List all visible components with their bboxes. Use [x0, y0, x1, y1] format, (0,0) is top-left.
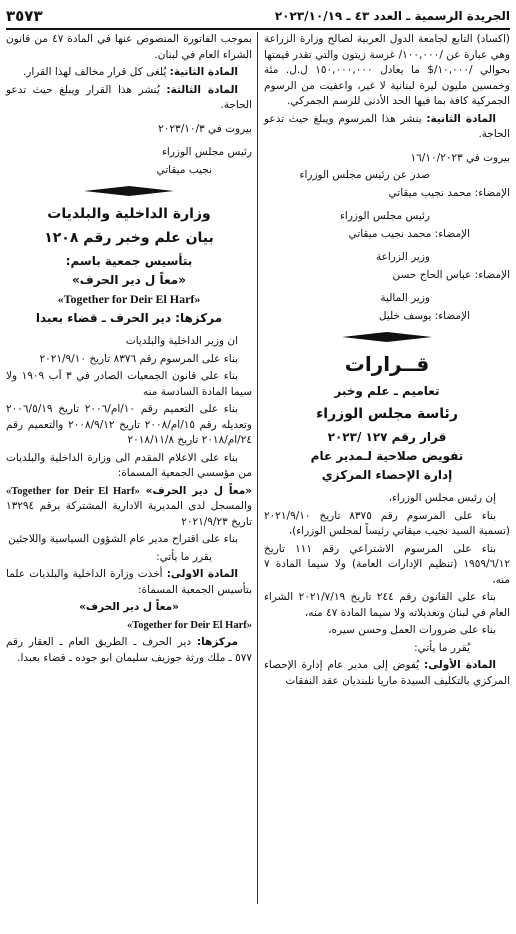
association-founding: بتأسيس جمعية باسم: — [65, 254, 193, 268]
delegation-title: إدارة الإحصاء المركزي — [321, 468, 453, 482]
section-ornament — [6, 186, 252, 196]
right-column — [264, 32, 510, 691]
article-text: ينشر هذا المرسوم ويبلغ حيث تدعو الحاجة. — [264, 112, 510, 140]
article-text: يُنشر هذا القرار ويبلغ حيث تدعو الحاجة. — [6, 83, 252, 111]
decree-article-2 — [264, 112, 510, 143]
signature-line: الإمضاء: محمد نجيب ميقاتي — [388, 186, 510, 199]
columns — [6, 32, 510, 934]
preamble: بناء على قانون الجمعيات الصادر في ٣ آب ١٩٠٩ ولا سيما المادة السادسة منه — [6, 370, 252, 398]
association-name-ar: «معاً ل دير الحرف» — [72, 273, 186, 287]
decision-number: قرار رقم ١٢٧ /٢٠٢٣ — [327, 430, 447, 444]
ministry-title: وزارة الداخلية والبلديات — [47, 206, 211, 222]
page-number: ٣٥٧٣ — [6, 7, 43, 25]
association-hq-article — [6, 635, 252, 666]
decision-article-3 — [6, 83, 252, 114]
article-label: المادة الثالثة: — [166, 83, 238, 96]
preamble: بناء على التعميم رقم ١٠/ام/٢٠٠٦ تاريخ ٢٠٠٦/٥/١٩ وتعديله رقم ١٥/ام/٢٠٠٨ تاريخ ٢٠٠٨/٩/١٢ والتعميم رقم ٢٤/ام/٢٠١٨ تاريخ ٢٠١٨/١١/٨ — [6, 403, 252, 446]
decision-continuation: بموجب الفاتورة المنصوص عنها في المادة ٤٧ من قانون الشراء العام في لبنان. — [6, 33, 252, 61]
registration-text: والمسجل لدى المديرية الادارية المشتركة برقم ١٣٢٩٤ تاريخ ٢٠٢١/٩/٢٣ — [6, 500, 252, 528]
decides-line: يُقرر ما يأتي: — [414, 641, 470, 654]
preamble: بناء على ضرورات العمل وحسن سيره، — [328, 624, 496, 636]
decides-line: يقرر ما يأتي: — [156, 550, 212, 563]
article-text: دير الحرف ـ الطريق العام ـ العقار رقم ٥٧٧ ـ ملك ورثة جوزيف سليمان ابو جوده ـ قضاء بعبدا. — [6, 636, 252, 664]
article-text: يُفوض إلى مدير عام إدارة الإحصاء المركزي بالتكليف السيدة ماريا نلبنديان عقد النفقات — [264, 659, 510, 687]
preamble: إن رئيس مجلس الوزراء، — [388, 492, 496, 504]
preamble: ان وزير الداخلية والبلديات — [125, 335, 238, 347]
decree-continuation: (اكساد) التابع لجامعة الدول العربية لصالح وزارة الزراعة وهي عبارة عن /١٠٠,٠٠٠/ غرسة زيتون والتي تقدر قيمتها بحوالي /١٠,٠٠٠/$ ما يعادل ١٥٠,٠٠٠,٠٠٠ ل.ل. مئة وخمسين مليون ليرة لبنانية لا غير، واعفيت من الرسوم الجمركية كافة بما فيها الحد الأدنى للرسم الجمركي. — [264, 33, 511, 107]
signature-line: الإمضاء: محمد نجيب ميقاتي — [348, 227, 470, 240]
section-ornament — [264, 332, 510, 342]
signatory-title: وزير الزراعة — [376, 251, 430, 263]
preamble: بناء على الاعلام المقدم الى وزارة الداخلية والبلديات من مؤسسي الجمعية المسماة: — [6, 451, 252, 479]
article-label: المادة الثانية: — [169, 66, 238, 78]
association-name-en: «Together for Deir El Harf» — [6, 485, 140, 497]
decision-article-1 — [264, 658, 510, 689]
article-label: المادة الاولى: — [166, 568, 238, 580]
preamble: بناء على اقتراح مدير عام الشؤون السياسية واللاجئين — [8, 533, 238, 545]
association-hq: مركزها: دير الحرف ـ قضاء بعبدا — [35, 311, 223, 325]
signature-line: الإمضاء: يوسف خليل — [378, 309, 470, 322]
decree-date: بيروت في ١٦/١٠/٢٠٢٣ — [410, 151, 510, 164]
signatory-title: رئيس مجلس الوزراء — [161, 146, 252, 158]
decision-article-2 — [6, 65, 252, 81]
signature-line: الإمضاء: عباس الحاج حسن — [392, 268, 510, 281]
signatory-name: نجيب ميقاتي — [156, 163, 212, 176]
preamble: بناء على المرسوم رقم ٨٣٧٥ تاريخ ٢٠٢١/٩/١٠ (تسمية السيد نجيب ميقاتي رئيساً لمجلس الوزراء)، — [264, 509, 510, 537]
preamble: بناء على المرسوم رقم ٨٣٧٦ تاريخ ٢٠٢١/٩/١٠ — [39, 352, 238, 365]
article-label: المادة الثانية: — [426, 112, 497, 125]
preamble: بناء على القانون رقم ٢٤٤ تاريخ ٢٠٢١/٧/١٩ الشراء العام في لبنان وتعديلاته ولا سيما المادة ٤٧ منه، — [264, 591, 510, 619]
association-name-ar: «معاً ل دير الحرف» — [79, 601, 179, 613]
association-name-en: «Together for Deir El Harf» — [126, 619, 252, 631]
presidency-title: رئاسة مجلس الوزراء — [316, 406, 458, 422]
article-label: مركزها: — [196, 636, 238, 648]
signatory-title: وزير المالية — [380, 292, 430, 304]
article-text: يُلغى كل قرار مخالف لهذا القرار. — [22, 66, 170, 78]
signatory-title: رئيس مجلس الوزراء — [339, 210, 430, 222]
receipt-title: بيان علم وخبر رقم ١٢٠٨ — [44, 230, 214, 246]
preamble: بناء على المرسوم الاشتراعي رقم ١١١ تاريخ ١٩٥٩/٦/١٢ (تنظيم الإدارات العامة) ولا سيما المادة ٧ منه، — [264, 542, 510, 586]
circulars-subtitle: تعاميم ـ علم وخبر — [334, 384, 440, 398]
decisions-title: قــرارات — [344, 352, 430, 376]
article-text: أخذت وزارة الداخلية والبلديات علما بتأسيس الجمعية المسماة: — [6, 568, 252, 596]
issued-by: صدر عن رئيس مجلس الوزراء — [299, 169, 430, 181]
association-registration — [6, 484, 252, 531]
association-name-ar: «معاً ل دير الحرف» — [139, 484, 253, 497]
column-divider — [257, 32, 258, 904]
delegation-title: تفويض صلاحية لـمدير عام — [310, 449, 464, 463]
decision-date: بيروت في ٢٠٢٣/١٠/٣ — [158, 122, 252, 135]
issue-line: الجريدة الرسمية ـ العدد ٤٣ ـ ٢٠٢٣/١٠/١٩ — [274, 9, 510, 23]
article-label: المادة الأولى: — [423, 659, 496, 671]
association-name-en: «Together for Deir El Harf» — [57, 292, 201, 306]
left-column — [6, 32, 252, 668]
page-header — [6, 4, 510, 30]
receipt-article-1 — [6, 567, 252, 598]
